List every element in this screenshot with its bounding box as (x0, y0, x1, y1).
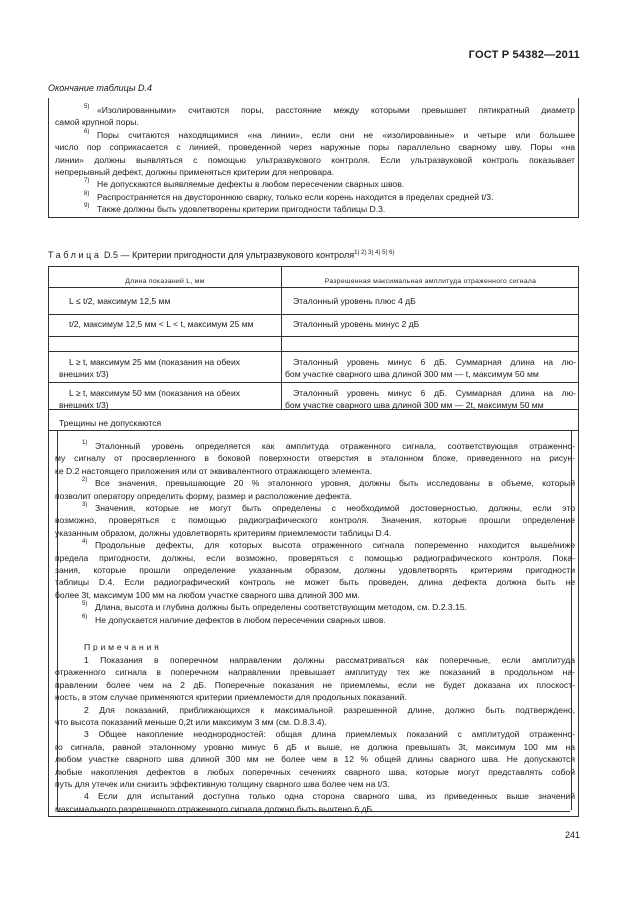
footnote-marker: 8) (84, 190, 90, 197)
table-footnote-line: ке D.2 настоящего приложения или от эквивалентного отражающего элемента. (55, 465, 373, 476)
table-footnote-line: позволит оператору определить форму, размер и расположение дефекта. (55, 490, 352, 501)
note-line: 1 Показания в поперечном направлении должны рассматриваться как поперечные, если амплитуда (84, 655, 575, 665)
prev-footnote-line: число пор соприкасается с линией, проведенной через наружные поры параллельно сварному шву. Поры «на (55, 142, 575, 153)
note-line: 4 Если для испытаний доступна только одна сторона сварного шва, из приведенных выше значений (84, 791, 575, 802)
row-length-cell: L ≤ t/2, максимум 12,5 мм (69, 296, 171, 306)
row-amplitude-cell: бом участке сварного шва длиной 300 мм — t, максимум 50 мм (285, 369, 539, 380)
table-caption-refs: 1) 2) 3) 4) 5) 6) (354, 250, 395, 256)
row-length-cell: внешних t/3) (59, 400, 109, 411)
footnote-marker: 1) (82, 440, 88, 446)
note-line: максимального разрешенного отраженного сигнала должно быть вычтено 6 дБ. (55, 803, 375, 814)
table-footnote-line: возможно, проверяться с помощью радиографического контроля. Значения, которые прошли определение (55, 515, 575, 526)
column-header-length: Длина показаний L, мм (125, 278, 205, 285)
prev-footnote-line: Не допускаются выявляемые дефекты в любом пересечении сварных швов. (97, 179, 405, 190)
table-footnote-line: Значения, которые не могут быть определены с необходимой достоверностью, должны, если это (95, 503, 575, 513)
note-line: правлении более чем на 2 дБ. Поперечные показания не приемлемы, если не будет доказана их плоскост- (55, 679, 575, 690)
page-number: 241 (565, 830, 581, 840)
table-caption-label: Таблица (48, 250, 102, 260)
note-line: отраженного сигнала в поперечном направлении превышает амплитуду тех же показаний в продольном на- (55, 667, 575, 678)
table-footnote-line: Продольные дефекты, для которых высота отраженного сигнала попеременно находится выше/ниже (95, 540, 575, 551)
note-line: 2 Для показаний, приближающихся к максимальной разрешенной длине, должно быть подтверждено, (84, 704, 575, 715)
prev-footnote-line: непрерывный дефект, должны применяться критерии для непровара. (55, 167, 335, 177)
table-footnote-line: зания, которые прошли определение указанным образом, должны удовлетворять критериям пригодности (55, 565, 575, 575)
footnote-marker: 6) (84, 128, 90, 135)
prev-footnote-line: Поры считаются находящимися «на линии», если они не «изолированные» и четыре или большее (97, 129, 575, 140)
footnote-marker: 4) (82, 539, 88, 546)
footnote-marker: 7) (84, 178, 90, 185)
prev-footnote-line: линии» должны выявляться с помощью ультразвукового контроля. Если ультразвуковой контроль показывает (55, 154, 575, 165)
footnote-marker: 2) (82, 477, 88, 484)
row-length-cell: L ≥ t, максимум 50 мм (показания на обеих (69, 388, 241, 398)
footnote-marker: 9) (84, 203, 90, 210)
prev-footnote-line: «Изолированными» считаются поры, расстояние между которыми превышает пятикратный диаметр (97, 105, 575, 115)
cracks-row: Трещины не допускаются (59, 418, 162, 428)
row-amplitude-cell: бом участке сварного шва длиной 300 мм — 2t, максимум 50 мм (285, 400, 544, 411)
row-length-cell: t/2, максимум 12,5 мм < L < t, максимум 25 мм (69, 319, 254, 329)
footnote-marker: 5) (84, 104, 90, 110)
table-footnote-line: предела пригодности, должны, если возможно, проверяться с помощью радиографического контроля. Пока- (55, 552, 575, 563)
table-footnote-line: более 3t, максимум 100 мм на любом участке сварного шва длиной 300 мм. (55, 589, 360, 600)
note-line: го сигнала, равной эталонному уровню минус 6 дБ и выше, не должна превышать 3t, максимум 100 мм на (55, 741, 575, 752)
note-line: 3 Общее накопление неоднородностей: общая длина приемлемых показаний с амплитудой отраженно- (84, 729, 575, 740)
table-footnote-line: указанным образом, должны удовлетворять критериям приемлемости таблицы D.4. (55, 527, 392, 538)
row-length-cell: L ≥ t, максимум 25 мм (показания на обеих (69, 357, 241, 367)
table-footnote-line: таблицы D.4. Если радиографический контроль не может быть проведен, длина дефекта должна быть не (55, 577, 575, 588)
prev-footnote-line: самой крупной поры. (55, 117, 139, 128)
table-caption (48, 249, 394, 261)
prev-footnote-line: Также должны быть удовлетворены критерии пригодности таблицы D.3. (97, 204, 386, 215)
note-line: любые накопления дефектов в любых поперечных сечениях сварного шва, которые могут представлять собой (55, 766, 575, 777)
table-continuation-title: Окончание таблицы D.4 (48, 83, 152, 93)
row-amplitude-cell: Эталонный уровень минус 2 дБ (293, 319, 420, 329)
table-footnote-line: Длина, высота и глубина должны быть определены соответствующим методом, см. D.2.3.15. (95, 602, 468, 613)
row-amplitude-cell: Эталонный уровень минус 6 дБ. Суммарная длина на лю- (293, 388, 576, 398)
note-line: что высота показаний меньше 0,2t или максимум 3 мм (см. D.8.3.4). (55, 717, 327, 727)
notes-title: Примечания (84, 642, 162, 652)
table-caption-text: D.5 — Критерии пригодности для ультразвукового контроля (104, 250, 355, 260)
row-length-cell: внешних t/3) (59, 369, 109, 380)
note-line: ность, в этом случае применяются критерии приемлемости для продольных показаний. (55, 692, 407, 703)
footnote-marker: 3) (82, 502, 88, 508)
row-amplitude-cell: Эталонный уровень плюс 4 дБ (293, 296, 416, 306)
table-footnote-line: му сигналу от просверленного в боковой поверхности отверстия в эталонном блоке, приведенного на рисун- (55, 453, 575, 464)
table-footnote-line: Эталонный уровень определяется как амплитуда отраженного сигнала, соответствующая отраженно- (95, 441, 575, 451)
table-footnote-line: Не допускается наличие дефектов в любом пересечении сварных швов. (95, 614, 386, 625)
footnote-marker: 6) (82, 613, 88, 620)
note-line: любом участке сварного шва длиной 300 мм не более чем в 12 % общей длины сварного шва. Не допускаются (55, 754, 575, 765)
note-line: путь для утечек или снизить эффективную толщину сварного шва более чем на t/3. (55, 779, 390, 789)
prev-footnote-line: Распространяется на двустороннюю сварку, только если корень находится в пределах средней t/3. (97, 191, 494, 202)
column-header-amplitude: Разрешенная максимальная амплитуда отраженного сигнала (324, 278, 537, 285)
row-amplitude-cell: Эталонный уровень минус 6 дБ. Суммарная длина на лю- (293, 357, 576, 367)
table-footnote-line: Все значения, превышающие 20 % эталонного уровня, должны быть исследованы в объеме, который (95, 478, 575, 489)
document-header: ГОСТ Р 54382—2011 (468, 49, 580, 61)
footnote-marker: 5) (82, 601, 88, 608)
